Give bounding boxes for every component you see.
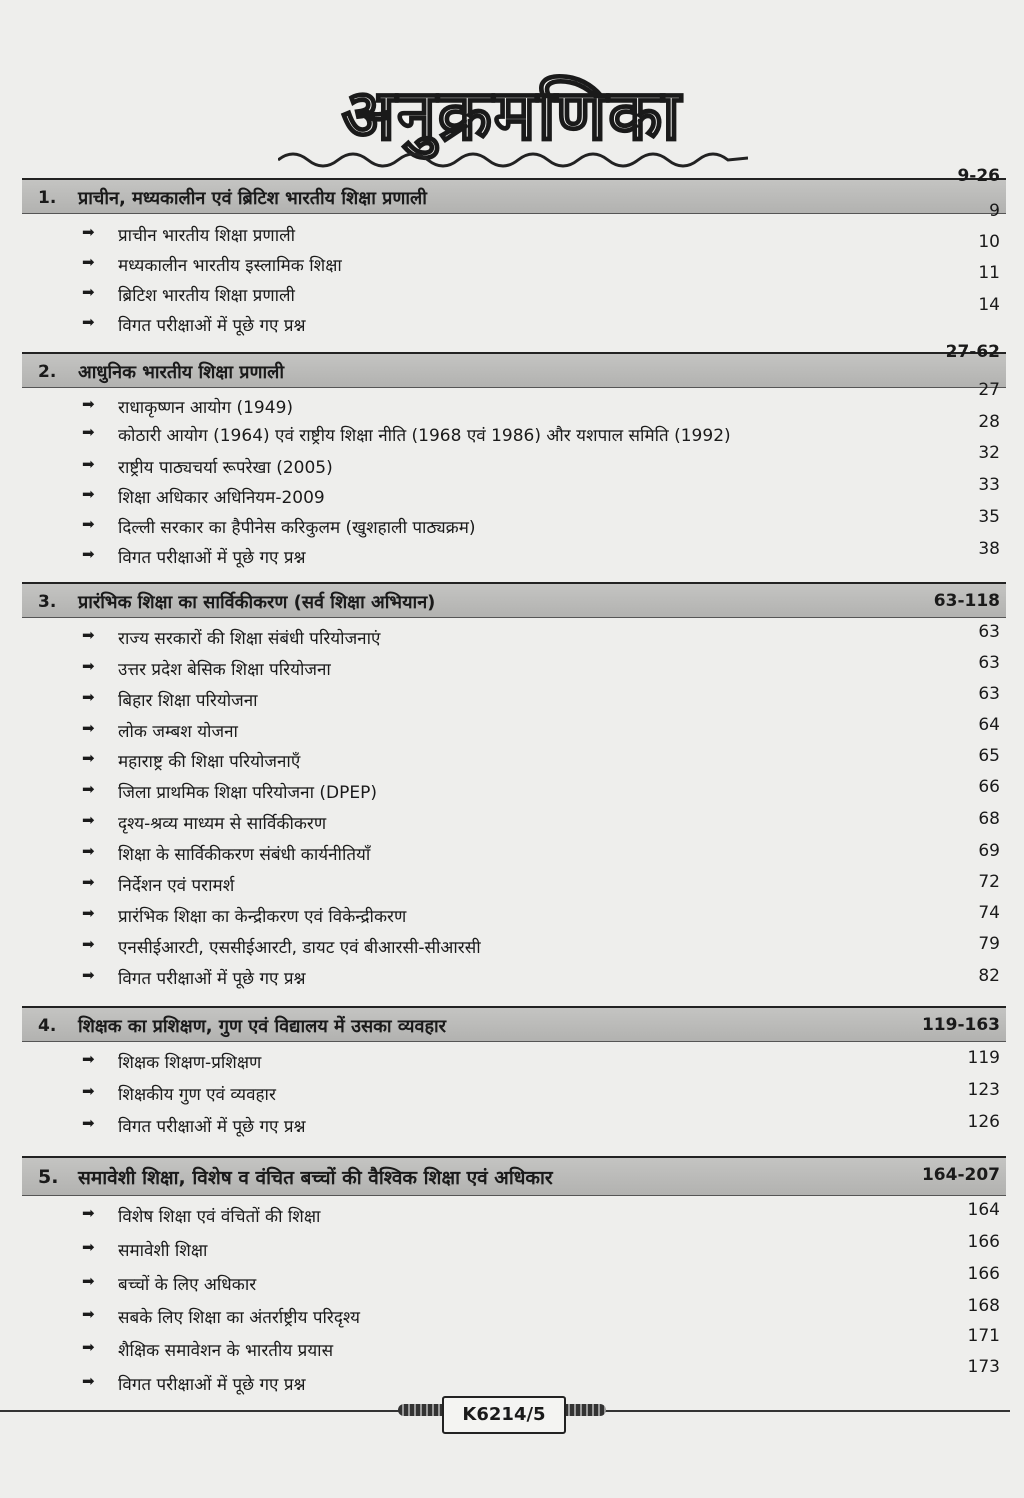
toc-page-number: 10 (978, 232, 1000, 252)
toc-item-label: बच्चों के लिए अधिकार (118, 1275, 257, 1295)
toc-item[interactable] (82, 1202, 982, 1230)
toc-item-label: शिक्षा के सार्विकीकरण संबंधी कार्यनीतियाँ (118, 845, 371, 865)
toc-item-label: विगत परीक्षाओं में पूछे गए प्रश्न (118, 1375, 306, 1395)
toc-item[interactable] (82, 809, 982, 837)
footer-code: K6214/5 (442, 1396, 566, 1434)
toc-item-label: जिला प्राथमिक शिक्षा परियोजना (DPEP) (118, 783, 378, 803)
arrow-icon: ➡ (82, 626, 95, 644)
arrow-icon: ➡ (82, 811, 95, 829)
arrow-icon: ➡ (82, 966, 95, 984)
toc-item-label: निर्देशन एवं परामर्श (118, 876, 235, 896)
toc-item[interactable] (82, 1370, 982, 1398)
toc-item-label: विगत परीक्षाओं में पूछे गए प्रश्न (118, 316, 306, 336)
toc-page-number: 38 (978, 539, 1000, 559)
arrow-icon: ➡ (82, 904, 95, 922)
toc-item[interactable] (82, 543, 982, 571)
toc-item[interactable] (82, 1336, 982, 1364)
toc-item-label: राज्य सरकारों की शिक्षा संबंधी परियोजनाएं (118, 629, 381, 649)
toc-item-label: विगत परीक्षाओं में पूछे गए प्रश्न (118, 548, 306, 568)
section-page-range: 164-207 (921, 1165, 1000, 1185)
toc-page-number: 63 (978, 622, 1000, 642)
toc-item[interactable] (82, 747, 982, 775)
toc-item-label: दृश्य-श्रव्य माध्यम से सार्विकीकरण (118, 814, 327, 834)
toc-page-number: 63 (978, 653, 1000, 673)
section-number: 2. (38, 362, 57, 382)
toc-page-number: 64 (978, 715, 1000, 735)
toc-item[interactable] (82, 281, 982, 309)
toc-page-number: 164 (967, 1200, 1000, 1220)
toc-item[interactable] (82, 840, 982, 868)
toc-page-number: 33 (978, 475, 1000, 495)
toc-item-label: शिक्षक शिक्षण-प्रशिक्षण (118, 1053, 262, 1073)
arrow-icon: ➡ (82, 1305, 95, 1323)
arrow-icon: ➡ (82, 545, 95, 563)
section-title: आधुनिक भारतीय शिक्षा प्रणाली (78, 362, 285, 383)
toc-item[interactable] (82, 1112, 982, 1140)
arrow-icon: ➡ (82, 935, 95, 953)
toc-page-number: 68 (978, 809, 1000, 829)
section-number: 4. (38, 1016, 57, 1036)
toc-page-number: 126 (967, 1112, 1000, 1132)
arrow-icon: ➡ (82, 283, 95, 301)
section-header[interactable] (22, 1006, 1006, 1042)
toc-item-label: विगत परीक्षाओं में पूछे गए प्रश्न (118, 969, 306, 989)
section-title: समावेशी शिक्षा, विशेष व वंचित बच्चों की वैश्विक शिक्षा एवं अधिकार (78, 1167, 553, 1189)
arrow-icon: ➡ (82, 719, 95, 737)
toc-item-label: विशेष शिक्षा एवं वंचितों की शिक्षा (118, 1207, 321, 1227)
footer-ornament-right (562, 1404, 606, 1416)
toc-item[interactable] (82, 1303, 982, 1331)
toc-page-number: 63 (978, 684, 1000, 704)
toc-page-number: 28 (978, 412, 1000, 432)
toc-item[interactable] (82, 421, 982, 449)
arrow-icon: ➡ (82, 1238, 95, 1256)
arrow-icon: ➡ (82, 313, 95, 331)
arrow-icon: ➡ (82, 688, 95, 706)
section-number: 1. (38, 188, 57, 208)
toc-item[interactable] (82, 483, 982, 511)
arrow-icon: ➡ (82, 780, 95, 798)
title-underline-ornament (278, 142, 748, 172)
toc-item[interactable] (82, 871, 982, 899)
toc-item[interactable] (82, 221, 982, 249)
section-title: प्राचीन, मध्यकालीन एवं ब्रिटिश भारतीय शिक्षा प्रणाली (78, 188, 427, 209)
section-title: प्रारंभिक शिक्षा का सार्विकीकरण (सर्व शिक्षा अभियान) (78, 592, 436, 613)
arrow-icon: ➡ (82, 1204, 95, 1222)
arrow-icon: ➡ (82, 395, 95, 413)
toc-item-label: मध्यकालीन भारतीय इस्लामिक शिक्षा (118, 256, 342, 276)
toc-item[interactable] (82, 393, 982, 421)
toc-page-number: 72 (978, 872, 1000, 892)
toc-page-number: 32 (978, 443, 1000, 463)
toc-item-label: बिहार शिक्षा परियोजना (118, 691, 258, 711)
section-number: 3. (38, 592, 57, 612)
section-title: शिक्षक का प्रशिक्षण, गुण एवं विद्यालय में उसका व्यवहार (78, 1016, 447, 1037)
toc-item-label: सबके लिए शिक्षा का अंतर्राष्ट्रीय परिदृश्य (118, 1308, 360, 1328)
toc-page-number: 35 (978, 507, 1000, 527)
arrow-icon: ➡ (82, 1338, 95, 1356)
toc-item-label: महाराष्ट्र की शिक्षा परियोजनाएँ (118, 752, 301, 772)
arrow-icon: ➡ (82, 1372, 95, 1390)
toc-item-label: लोक जम्बश योजना (118, 722, 238, 742)
toc-page-number: 14 (978, 295, 1000, 315)
arrow-icon: ➡ (82, 1050, 95, 1068)
toc-item[interactable] (82, 964, 982, 992)
arrow-icon: ➡ (82, 657, 95, 675)
toc-item-label: विगत परीक्षाओं में पूछे गए प्रश्न (118, 1117, 306, 1137)
arrow-icon: ➡ (82, 423, 95, 441)
section-page-range: 63-118 (933, 591, 1000, 611)
toc-page-number: 166 (967, 1232, 1000, 1252)
arrow-icon: ➡ (82, 485, 95, 503)
toc-page-number: 65 (978, 746, 1000, 766)
toc-item[interactable] (82, 902, 982, 930)
toc-item[interactable] (82, 1048, 982, 1076)
toc-item-label: शैक्षिक समावेशन के भारतीय प्रयास (118, 1341, 334, 1361)
toc-item-label: दिल्ली सरकार का हैपीनेस करिकुलम (खुशहाली पाठ्यक्रम) (118, 518, 476, 538)
toc-item[interactable] (82, 453, 982, 481)
arrow-icon: ➡ (82, 223, 95, 241)
section-page-range: 9-26 (957, 166, 1000, 186)
toc-item[interactable] (82, 1270, 982, 1298)
toc-item-label: प्रारंभिक शिक्षा का केन्द्रीकरण एवं विकेन्द्रीकरण (118, 907, 407, 927)
toc-page-number: 69 (978, 841, 1000, 861)
toc-item[interactable] (82, 513, 982, 541)
toc-item-label: कोठारी आयोग (1964) एवं राष्ट्रीय शिक्षा नीति (1968 एवं 1986) और यशपाल समिति (1992) (118, 426, 731, 446)
toc-page-number: 171 (967, 1326, 1000, 1346)
arrow-icon: ➡ (82, 1082, 95, 1100)
page-title: अनुक्रमणिका (341, 73, 683, 156)
toc-item[interactable] (82, 686, 982, 714)
toc-page-number: 74 (978, 903, 1000, 923)
toc-page-number: 66 (978, 777, 1000, 797)
section-page-range: 27-62 (945, 342, 1000, 362)
section-header[interactable] (22, 342, 1006, 388)
toc-item-label: एनसीईआरटी, एससीईआरटी, डायट एवं बीआरसी-सीआरसी (118, 938, 481, 958)
toc-item-label: शिक्षा अधिकार अधिनियम-2009 (118, 488, 325, 508)
toc-item[interactable] (82, 655, 982, 683)
toc-item[interactable] (82, 933, 982, 961)
section-header[interactable] (22, 1156, 1006, 1196)
toc-item-label: राधाकृष्णन आयोग (1949) (118, 398, 294, 418)
toc-page-number: 166 (967, 1264, 1000, 1284)
toc-page-number: 11 (978, 263, 1000, 283)
toc-item-label: प्राचीन भारतीय शिक्षा प्रणाली (118, 226, 296, 246)
footer-ornament-left (398, 1404, 442, 1416)
toc-item-label: समावेशी शिक्षा (118, 1241, 208, 1261)
toc-item-label: राष्ट्रीय पाठ्यचर्या रूपरेखा (2005) (118, 458, 333, 478)
toc-item[interactable] (82, 1080, 982, 1108)
section-number: 5. (38, 1166, 59, 1188)
section-page-range: 119-163 (921, 1015, 1000, 1035)
toc-page-number: 9 (989, 201, 1000, 221)
toc-page-number: 173 (967, 1357, 1000, 1377)
toc-item[interactable] (82, 778, 982, 806)
toc-item-label: ब्रिटिश भारतीय शिक्षा प्रणाली (118, 286, 295, 306)
arrow-icon: ➡ (82, 1272, 95, 1290)
toc-page-number: 79 (978, 934, 1000, 954)
toc-page-number: 123 (967, 1080, 1000, 1100)
toc-item[interactable] (82, 624, 982, 652)
arrow-icon: ➡ (82, 455, 95, 473)
arrow-icon: ➡ (82, 749, 95, 767)
toc-page-number: 82 (978, 966, 1000, 986)
arrow-icon: ➡ (82, 842, 95, 860)
section-header[interactable] (22, 166, 1006, 214)
section-header[interactable] (22, 582, 1006, 618)
toc-page-number: 27 (978, 380, 1000, 400)
toc-item[interactable] (82, 311, 982, 339)
arrow-icon: ➡ (82, 873, 95, 891)
arrow-icon: ➡ (82, 1114, 95, 1132)
toc-item[interactable] (82, 1236, 982, 1264)
arrow-icon: ➡ (82, 515, 95, 533)
toc-item-label: शिक्षकीय गुण एवं व्यवहार (118, 1085, 276, 1105)
toc-page-number: 119 (967, 1048, 1000, 1068)
toc-page-number: 168 (967, 1296, 1000, 1316)
arrow-icon: ➡ (82, 253, 95, 271)
toc-item[interactable] (82, 251, 982, 279)
toc-item[interactable] (82, 717, 982, 745)
toc-item-label: उत्तर प्रदेश बेसिक शिक्षा परियोजना (118, 660, 331, 680)
